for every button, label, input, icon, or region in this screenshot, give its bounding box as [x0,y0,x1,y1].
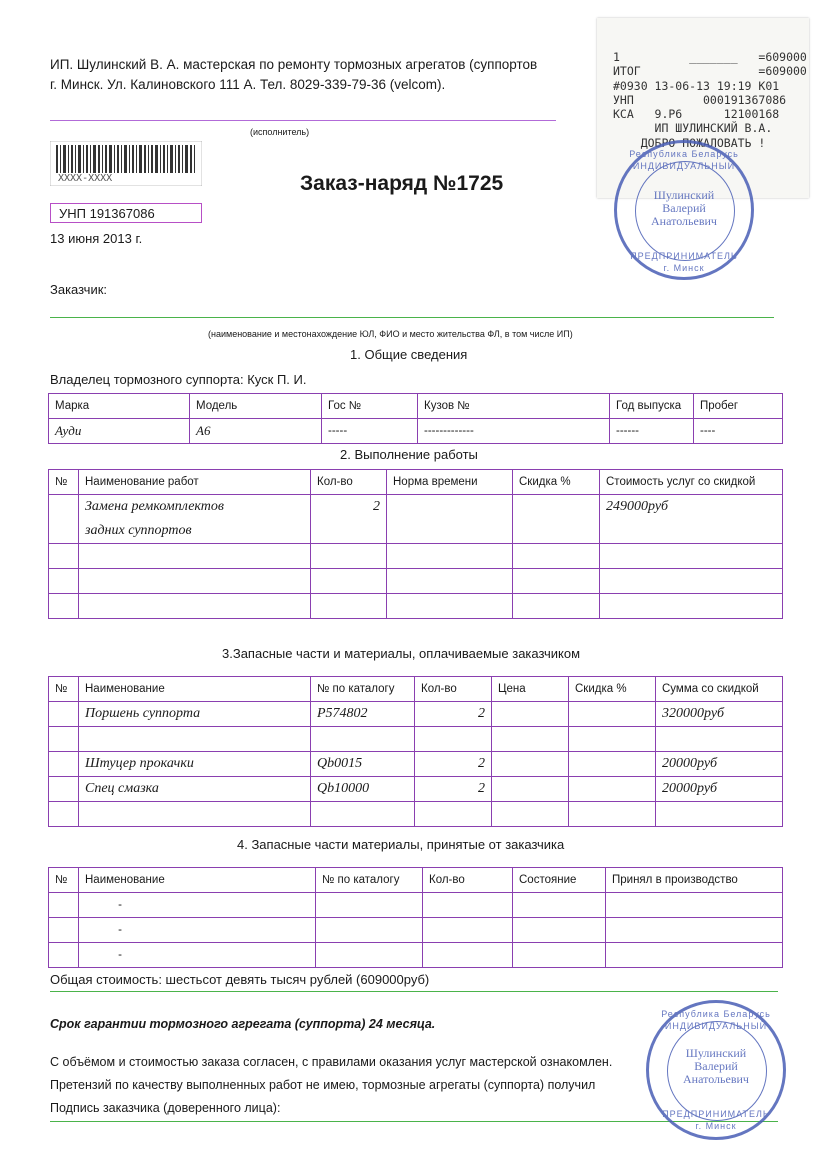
executor-line-1: ИП. Шулинский В. А. мастерская по ремонту тормозных агрегатов (суппортов [50,57,538,72]
cell-no [49,702,79,727]
cell-no [49,495,79,544]
cell-work-name [79,495,311,544]
barcode-text: XXXX-XXXX [58,173,113,184]
unp-box: УНП 191367086 [50,203,202,223]
section-3-title: 3.Запасные части и материалы, оплачиваемые заказчиком [222,646,581,661]
cell-discount [569,727,656,752]
cell-price [492,802,569,827]
stamp-name-3: Анатольевич [651,214,717,228]
cell-no [49,943,79,968]
cell-qty: 2 [311,495,387,544]
cell-name: - [79,918,316,943]
work-row-empty [49,544,783,569]
cell-accepted [606,893,783,918]
cell-no [49,777,79,802]
cell-brand: Ауди [49,419,190,444]
work-header-row [49,470,783,495]
cell-catalog-no [316,918,423,943]
stamp-name-3: Анатольевич [683,1072,749,1086]
col-header-mileage: Пробег [694,394,783,419]
stamp-ring-top: Республика Беларусь [661,1009,771,1019]
work-name-line-1: Замена ремкомплектов [85,499,224,514]
cell-body: ------------- [418,419,610,444]
col-header-year: Год выпуска [610,394,694,419]
work-row-empty [49,594,783,619]
cell-name: - [79,893,316,918]
parts-paid-row [49,802,783,827]
cell-price [492,727,569,752]
cell-qty [423,893,513,918]
cell-price [492,777,569,802]
total-cost: Общая стоимость: шестьсот девять тысяч рублей (609000руб) [50,972,430,987]
parts-received-row [49,918,783,943]
stamp-ring-mid: ИНДИВИДУАЛЬНЫЙ [632,161,736,171]
total-underline [50,991,778,992]
cell-qty [423,943,513,968]
parts-received-table [48,867,783,968]
parts-paid-row [49,777,783,802]
cell-name [79,727,311,752]
cell-discount [569,702,656,727]
col-header-no: № [49,868,79,893]
executor-info [50,55,537,95]
col-header-model: Модель [190,394,322,419]
col-header-no: № [49,470,79,495]
col-header-no: № [49,677,79,702]
general-info-table [48,393,783,444]
cell-catalog-no [311,802,415,827]
col-header-price: Цена [492,677,569,702]
section-1-title: 1. Общие сведения [350,347,468,362]
col-header-discount: Скидка % [513,470,600,495]
general-info-row [49,419,783,444]
receipt-line-1: 1 _______ =609000 [613,50,807,64]
receipt-line-4: УНП 000191367086 [613,92,787,107]
cell-sum [656,727,783,752]
cell-price [492,702,569,727]
parts-received-row [49,943,783,968]
cell-name [79,802,311,827]
col-header-accepted: Принял в производство [606,868,783,893]
parts-paid-header-row [49,677,783,702]
warranty-text: Срок гарантии тормозного агрегата (суппорта) 24 месяца. [50,1017,436,1031]
round-stamp-top [614,140,754,280]
receipt-line-7: ДОБРО ПОЖАЛОВАТЬ ! [613,135,766,150]
cell-qty [415,727,492,752]
section-4-title: 4. Запасные части материалы, принятые от заказчика [237,837,565,852]
agreement-line-1: С объёмом и стоимостью заказа согласен, с правилами оказания услуг мастерской ознакомлен. [50,1055,613,1069]
col-header-catalog-no: № по каталогу [311,677,415,702]
col-header-body: Кузов № [418,394,610,419]
cell-qty [415,802,492,827]
section-2-title: 2. Выполнение работы [340,447,478,462]
cell-qty: 2 [415,777,492,802]
col-header-qty: Кол-во [415,677,492,702]
cell-no [49,918,79,943]
col-header-work-name: Наименование работ [79,470,311,495]
cell-year: ------ [610,419,694,444]
cell-time-norm [387,495,513,544]
cell-no [49,893,79,918]
stamp-name-1: Шулинский [653,188,715,202]
cell-name: Поршень суппорта [79,702,311,727]
cell-sum: 20000руб [656,777,783,802]
col-header-sum: Сумма со скидкой [656,677,783,702]
col-header-plate: Гос № [322,394,418,419]
work-table [48,469,783,619]
col-header-time-norm: Норма времени [387,470,513,495]
cell-catalog-no: Qb10000 [311,777,415,802]
receipt-line-2: ИТОГ =609000 [613,64,807,79]
receipt-line-6: ИП ШУЛИНСКИЙ В.А. [613,121,773,136]
barcode [50,141,202,186]
cell-qty: 2 [415,702,492,727]
customer-caption: (наименование и местонахождение ЮЛ, ФИО и место жительства ФЛ, в том числе ИП) [208,329,573,339]
col-header-catalog-no: № по каталогу [316,868,423,893]
cell-catalog-no: P574802 [311,702,415,727]
col-header-qty: Кол-во [423,868,513,893]
document-date: 13 июня 2013 г. [50,231,143,246]
stamp-city: г. Минск [695,1121,737,1131]
work-row-empty [49,569,783,594]
executor-line-2: г. Минск. Ул. Калиновского 111 А. Тел. 8029-339-79-36 (velcom). [50,77,446,92]
cell-catalog-no [311,727,415,752]
cell-sum: 20000руб [656,752,783,777]
col-header-name: Наименование [79,868,316,893]
cell-model: А6 [190,419,322,444]
stamp-ring-bottom: ПРЕДПРИНИМАТЕЛЬ [662,1109,770,1119]
receipt-line-3: #0930 13-06-13 19:19 К01 [613,78,780,93]
col-header-qty: Кол-во [311,470,387,495]
parts-paid-row [49,727,783,752]
cell-discount [513,495,600,544]
parts-paid-row [49,702,783,727]
executor-caption: (исполнитель) [250,127,310,137]
parts-received-row [49,893,783,918]
cell-service-cost: 249000руб [600,495,783,544]
col-header-brand: Марка [49,394,190,419]
stamp-name-2: Валерий [662,201,706,215]
cell-no [49,727,79,752]
cell-condition [513,893,606,918]
stamp-name-1: Шулинский [685,1046,747,1060]
page-title: Заказ-наряд №1725 [300,172,504,195]
cell-catalog-no [316,893,423,918]
col-header-condition: Состояние [513,868,606,893]
cell-catalog-no [316,943,423,968]
work-row [49,495,783,544]
agreement-line-2: Претензий по качеству выполненных работ не имею, тормозные агрегаты (суппорта) получил [50,1078,596,1092]
cell-plate: ----- [322,419,418,444]
col-header-discount: Скидка % [569,677,656,702]
customer-label: Заказчик: [50,282,108,297]
parts-received-header-row [49,868,783,893]
suppport-owner: Владелец тормозного суппорта: Куск П. И. [50,372,307,387]
executor-underline [50,120,556,121]
cell-discount [569,777,656,802]
stamp-ring-bottom: ПРЕДПРИНИМАТЕЛЬ [630,251,738,261]
stamp-city: г. Минск [663,263,705,273]
cell-no [49,752,79,777]
col-header-service-cost: Стоимость услуг со скидкой [600,470,783,495]
cell-condition [513,918,606,943]
stamp-ring-top: Республика Беларусь [629,149,739,159]
parts-paid-row [49,752,783,777]
cell-discount [569,752,656,777]
cell-no [49,802,79,827]
work-name-line-2: задних суппортов [85,523,192,538]
customer-underline [50,317,774,318]
cell-sum [656,802,783,827]
signature-label: Подпись заказчика (доверенного лица): [50,1101,281,1115]
receipt-line-5: КСА 9.Р6 12100168 [613,107,780,122]
cell-name: Спец смазка [79,777,311,802]
cell-condition [513,943,606,968]
cell-discount [569,802,656,827]
cell-name: - [79,943,316,968]
cell-mileage: ---- [694,419,783,444]
general-info-header-row [49,394,783,419]
cell-name: Штуцер прокачки [79,752,311,777]
cell-accepted [606,918,783,943]
cell-qty [423,918,513,943]
stamp-name-2: Валерий [694,1059,738,1073]
round-stamp-bottom [646,1000,786,1140]
stamp-ring-mid: ИНДИВИДУАЛЬНЫЙ [664,1021,768,1031]
cell-accepted [606,943,783,968]
cell-qty: 2 [415,752,492,777]
cell-price [492,752,569,777]
cell-sum: 320000руб [656,702,783,727]
parts-paid-table [48,676,783,827]
col-header-name: Наименование [79,677,311,702]
cell-catalog-no: Qb0015 [311,752,415,777]
